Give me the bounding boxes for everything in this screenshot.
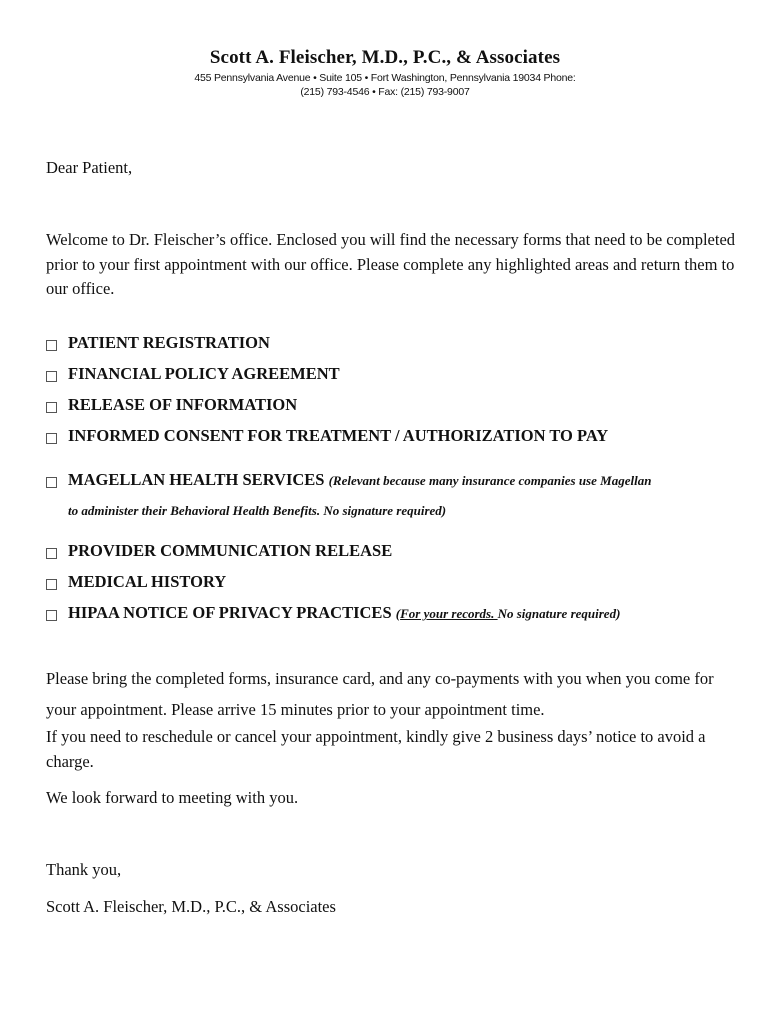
signoff-line: Scott A. Fleischer, M.D., P.C., & Associates bbox=[46, 897, 336, 916]
checkbox-icon bbox=[46, 433, 57, 444]
checklist-label: RELEASE OF INFORMATION bbox=[68, 395, 298, 414]
checklist-label: HIPAA NOTICE OF PRIVACY PRACTICES bbox=[68, 603, 392, 622]
checklist-note-continued: to administer their Behavioral Health Benefits. No signature required) bbox=[68, 503, 447, 518]
checkbox-icon bbox=[46, 548, 57, 559]
checklist-item-patient-registration bbox=[46, 333, 746, 353]
checkbox-icon bbox=[46, 610, 57, 621]
closing-paragraph-reschedule: If you need to reschedule or cancel your appointment, kindly give 2 business days’ notice to avoid a charge. bbox=[46, 727, 706, 771]
thanks-line: Thank you, bbox=[46, 860, 122, 879]
forms-checklist bbox=[46, 333, 746, 624]
note-underlined: For your records. bbox=[400, 606, 498, 621]
checklist-label: PROVIDER COMMUNICATION RELEASE bbox=[68, 541, 393, 560]
address-line-1: 455 Pennsylvania Avenue • Suite 105 • Fort Washington, Pennsylvania 19034 Phone: bbox=[194, 72, 576, 84]
note-rest: No signature required) bbox=[497, 606, 621, 621]
checklist-label: INFORMED CONSENT FOR TREATMENT / AUTHORIZATION TO PAY bbox=[68, 426, 609, 445]
checklist-note bbox=[396, 606, 621, 621]
checklist-item-provider-communication bbox=[46, 541, 746, 561]
checklist-item-release-of-information bbox=[46, 395, 746, 415]
closing-paragraph-forms: Please bring the completed forms, insurance card, and any co-payments with you when you come for your appointment. Please arrive 15 minutes prior to your appointment time. bbox=[46, 669, 714, 719]
checklist-label: FINANCIAL POLICY AGREEMENT bbox=[68, 364, 340, 383]
checklist-label: MAGELLAN HEALTH SERVICES bbox=[68, 470, 325, 489]
checklist-label: PATIENT REGISTRATION bbox=[68, 333, 270, 352]
checkbox-icon bbox=[46, 477, 57, 488]
checkbox-icon bbox=[46, 371, 57, 382]
checklist-item-magellan bbox=[46, 470, 746, 521]
closing-paragraph-look-forward: We look forward to meeting with you. bbox=[46, 788, 299, 807]
checklist-item-informed-consent bbox=[46, 426, 746, 446]
salutation: Dear Patient, bbox=[46, 158, 133, 177]
checklist-item-medical-history bbox=[46, 572, 746, 592]
checklist-label: MEDICAL HISTORY bbox=[68, 572, 227, 591]
checklist-item-hipaa-notice bbox=[46, 603, 746, 624]
note-open: ( bbox=[395, 606, 401, 621]
checklist-note: (Relevant because many insurance companies use Magellan bbox=[328, 473, 652, 488]
org-name: Scott A. Fleischer, M.D., P.C., & Associates bbox=[209, 47, 561, 68]
checkbox-icon bbox=[46, 402, 57, 413]
checkbox-icon bbox=[46, 579, 57, 590]
org-address bbox=[0, 71, 770, 99]
checkbox-icon bbox=[46, 340, 57, 351]
address-line-2: (215) 793-4546 • Fax: (215) 793-9007 bbox=[300, 86, 470, 98]
intro-paragraph: Welcome to Dr. Fleischer’s office. Enclosed you will find the necessary forms that need to be completed prior to your first appointment with our office. Please complete any highlighted areas and return them to our office. bbox=[46, 230, 736, 298]
checklist-item-financial-policy bbox=[46, 364, 746, 384]
